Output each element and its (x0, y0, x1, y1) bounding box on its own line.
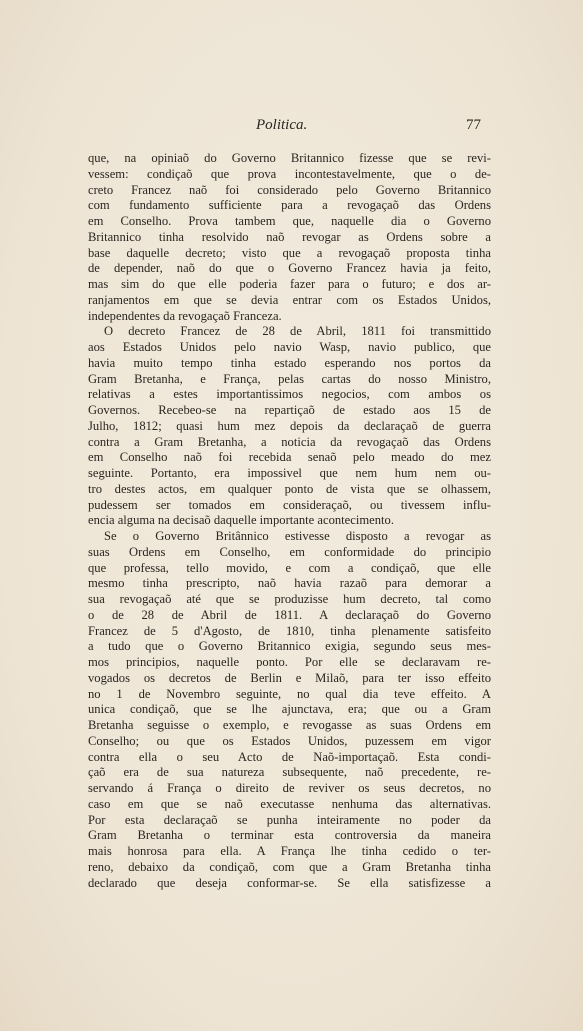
text-line: mais honrosa para ella. A França lhe tinha cedido o ter- (88, 844, 491, 858)
text-line: suas Ordens em Conselho, em conformidade do principio (88, 544, 491, 559)
text-line: Francez de 5 d'Agosto, de 1810, tinha plenamente satisfeito (88, 623, 491, 638)
page-header (0, 117, 583, 137)
text-line: base daquelle decreto; visto que a revogaçaõ proposta tinha (88, 245, 491, 260)
text-line: Gram Bretanha, e França, pelas cartas do nosso Ministro, (88, 371, 491, 386)
text-line: sua revogaçaõ até que se produzisse hum decreto, tal como (88, 592, 491, 606)
text-line: Conselho; ou que os Estados Unidos, puzessem em vigor (88, 733, 491, 748)
text-line: Gram Bretanha o terminar esta controversia da maneira (88, 828, 491, 843)
text-line: aos Estados Unidos pelo navio Wasp, navio publico, que (88, 340, 491, 354)
text-line: mas sim do que elle poderia fazer para o futuro; e dos ar- (88, 277, 491, 291)
text-line: o de 28 de Abril de 1811. A declaraçaõ do Governo (88, 607, 491, 622)
text-line: unica condiçaõ, que se lhe ajunctava, era; que ou a Gram (88, 702, 491, 717)
text-line: havia muito tempo tinha estado esperando nos portos da (88, 355, 491, 370)
text-line: ranjamentos em que se devia entrar com os Estados Unidos, (88, 292, 491, 307)
text-line: çaõ era de sua natureza subsequente, naõ precedente, re- (88, 765, 491, 780)
text-line: em Conselho naõ foi recebida senaõ pelo meado do mez (88, 450, 491, 465)
text-line: a tudo que o Governo Britannico exigia, segundo seus mes- (88, 639, 491, 654)
text-line: Bretanha seguisse o exemplo, e revogasse as suas Ordens em (88, 718, 491, 732)
text-line: vessem: condiçaõ que prova incontestavelmente, que o de- (88, 166, 491, 181)
text-line: mos principios, naquelle ponto. Por elle se declaravam re- (88, 655, 491, 669)
text-line: reno, debaixo da condiçaõ, com que a Gram Bretanha tinha (88, 859, 491, 874)
text-line: Britannico tinha resolvido naõ revogar as Ordens sobre a (88, 229, 491, 244)
text-line: Por esta declaraçaõ se punha inteiramente no poder da (88, 812, 491, 827)
text-line: que professa, tello movido, e com a condiçaõ, que elle (88, 560, 491, 575)
text-line: mesmo tinha prescripto, naõ havia razaõ para demorar a (88, 576, 491, 591)
text-line: Julho, 1812; quasi hum mez depois da declaraçaõ de guerra (88, 418, 491, 433)
text-line: de depender, naõ do que o Governo Francez havia ja feito, (88, 261, 491, 276)
text-line: seguinte. Portanto, era impossivel que nem hum nem ou- (88, 466, 491, 480)
text-line: pudessem ser tomados em consideraçaõ, ou tivessem influ- (88, 497, 491, 512)
text-line: Se o Governo Britânnico estivesse disposto a revogar as (104, 529, 491, 543)
text-line: caso em que se naõ executasse nenhuma das alternativas. (88, 796, 491, 811)
text-line: independentes da revogaçaõ Franceza. (88, 308, 282, 323)
text-line: declarado que deseja conformar-se. Se ella satisfizesse a (88, 875, 491, 890)
text-line: que, na opiniaõ do Governo Britannico fizesse que se revi- (88, 151, 491, 165)
text-line: no 1 de Novembro seguinte, no qual dia teve effeito. A (88, 686, 491, 701)
running-title: Politica. (256, 117, 308, 133)
text-line: com fundamento sufficiente para a revogaçaõ das Ordens (88, 198, 491, 213)
text-line: creto Francez naõ foi considerado pelo Governo Britannico (88, 182, 491, 197)
text-line: vogados os decretos de Berlin e Milaõ, para ter isso effeito (88, 670, 491, 685)
text-line: em Conselho. Prova tambem que, naquelle dia o Governo (88, 214, 491, 228)
body-text (88, 151, 491, 891)
text-line: encia alguma na decisaõ daquelle importante acontecimento. (88, 513, 394, 528)
text-line: servando á França o direito de reviver os seus decretos, no (88, 781, 491, 795)
page-number: 77 (466, 117, 481, 133)
text-line: tro destes actos, em qualquer ponto de vista que se olhassem, (88, 481, 491, 496)
text-line: Governos. Recebeo-se na repartiçaõ de estado aos 15 de (88, 403, 491, 417)
text-line: contra ella o seu Acto de Naõ-importaçaõ. Esta condi- (88, 749, 491, 764)
text-line: O decreto Francez de 28 de Abril, 1811 foi transmittido (104, 324, 491, 339)
text-line: relativas a estes importantissimos negocios, com ambos os (88, 387, 491, 402)
text-line: contra a Gram Bretanha, a noticia da revogaçaõ das Ordens (88, 434, 491, 449)
